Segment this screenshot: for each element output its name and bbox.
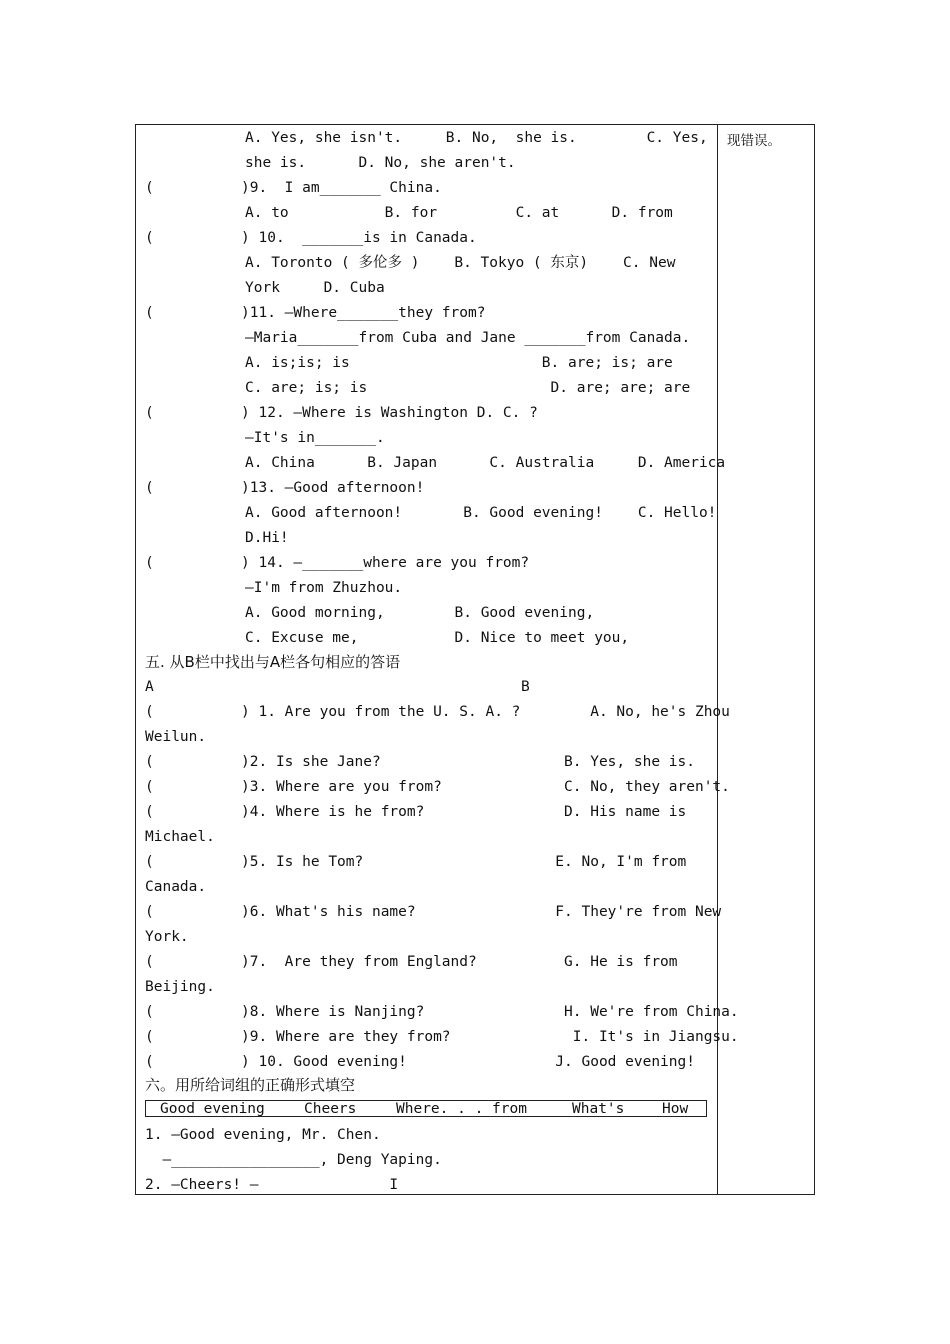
fill-line: 1. —Good evening, Mr. Chen. bbox=[145, 1127, 381, 1143]
match-line: ( ) 1. Are you from the U. S. A. ? A. No, he's Zhou bbox=[145, 704, 730, 720]
column-a-label: A bbox=[145, 679, 154, 695]
q13-options-line1: A. Good afternoon! B. Good evening! C. Hello! bbox=[245, 505, 717, 521]
fill-line: —_________________, Deng Yaping. bbox=[145, 1152, 442, 1168]
word-bank-item: What's bbox=[572, 1101, 625, 1117]
q10-options-line2: York D. Cuba bbox=[245, 280, 385, 296]
match-line: Michael. bbox=[145, 829, 215, 845]
match-line: ( )5. Is he Tom? E. No, I'm from bbox=[145, 854, 687, 870]
q14-stem-line2: —I'm from Zhuzhou. bbox=[245, 580, 403, 596]
match-line: ( ) 10. Good evening! J. Good evening! bbox=[145, 1054, 695, 1070]
match-line: ( )3. Where are you from? C. No, they aren't. bbox=[145, 779, 730, 795]
q12-options: A. China B. Japan C. Australia D. America bbox=[245, 455, 726, 471]
word-bank-item: Cheers bbox=[304, 1101, 357, 1117]
q8-options-line1: A. Yes, she isn't. B. No, she is. C. Yes, bbox=[245, 130, 708, 146]
q10-stem: ( ) 10. _______is in Canada. bbox=[145, 230, 477, 246]
fill-line: 2. —Cheers! — I bbox=[145, 1177, 399, 1193]
q12-stem-line2: —It's in_______. bbox=[245, 430, 385, 446]
match-line: Weilun. bbox=[145, 729, 207, 745]
word-bank-item: How bbox=[662, 1101, 689, 1117]
section5-title: 五. 从B栏中找出与A栏各句相应的答语 bbox=[145, 653, 401, 671]
q12-stem: ( ) 12. —Where is Washington D. C. ? bbox=[145, 405, 538, 421]
q13-options-line2: D.Hi! bbox=[245, 530, 289, 546]
match-line: ( )2. Is she Jane? B. Yes, she is. bbox=[145, 754, 695, 770]
match-line: Canada. bbox=[145, 879, 207, 895]
match-line: ( )9. Where are they from? I. It's in Jiangsu. bbox=[145, 1029, 739, 1045]
q14-options-line2: C. Excuse me, D. Nice to meet you, bbox=[245, 630, 630, 646]
q11-options-line1: A. is;is; is B. are; is; are bbox=[245, 355, 673, 371]
q14-stem: ( ) 14. —_______where are you from? bbox=[145, 555, 530, 571]
match-line: ( )6. What's his name? F. They're from New bbox=[145, 904, 722, 920]
side-note: 现错误。 bbox=[727, 133, 781, 149]
match-line: ( )4. Where is he from? D. His name is bbox=[145, 804, 687, 820]
match-line: ( )7. Are they from England? G. He is from bbox=[145, 954, 678, 970]
q11-stem-line2: —Maria_______from Cuba and Jane _______from Canada. bbox=[245, 330, 691, 346]
word-bank-item: Where. . . from bbox=[396, 1101, 527, 1117]
q13-stem: ( )13. —Good afternoon! bbox=[145, 480, 425, 496]
match-line: ( )8. Where is Nanjing? H. We're from China. bbox=[145, 1004, 739, 1020]
q9-options: A. to B. for C. at D. from bbox=[245, 205, 673, 221]
q8-options-line2: she is. D. No, she aren't. bbox=[245, 155, 516, 171]
word-bank-item: Good evening bbox=[160, 1101, 265, 1117]
section6-title: 六。用所给词组的正确形式填空 bbox=[145, 1076, 356, 1094]
q10-options-line1: A. Toronto ( 多伦多 ) B. Tokyo ( 东京) C. New bbox=[245, 255, 676, 271]
match-line: York. bbox=[145, 929, 189, 945]
q11-options-line2: C. are; is; is D. are; are; are bbox=[245, 380, 691, 396]
match-line: Beijing. bbox=[145, 979, 215, 995]
column-b-label: B bbox=[521, 679, 530, 695]
q11-stem: ( )11. —Where_______they from? bbox=[145, 305, 486, 321]
q14-options-line1: A. Good morning, B. Good evening, bbox=[245, 605, 595, 621]
q9-stem: ( )9. I am_______ China. bbox=[145, 180, 442, 196]
